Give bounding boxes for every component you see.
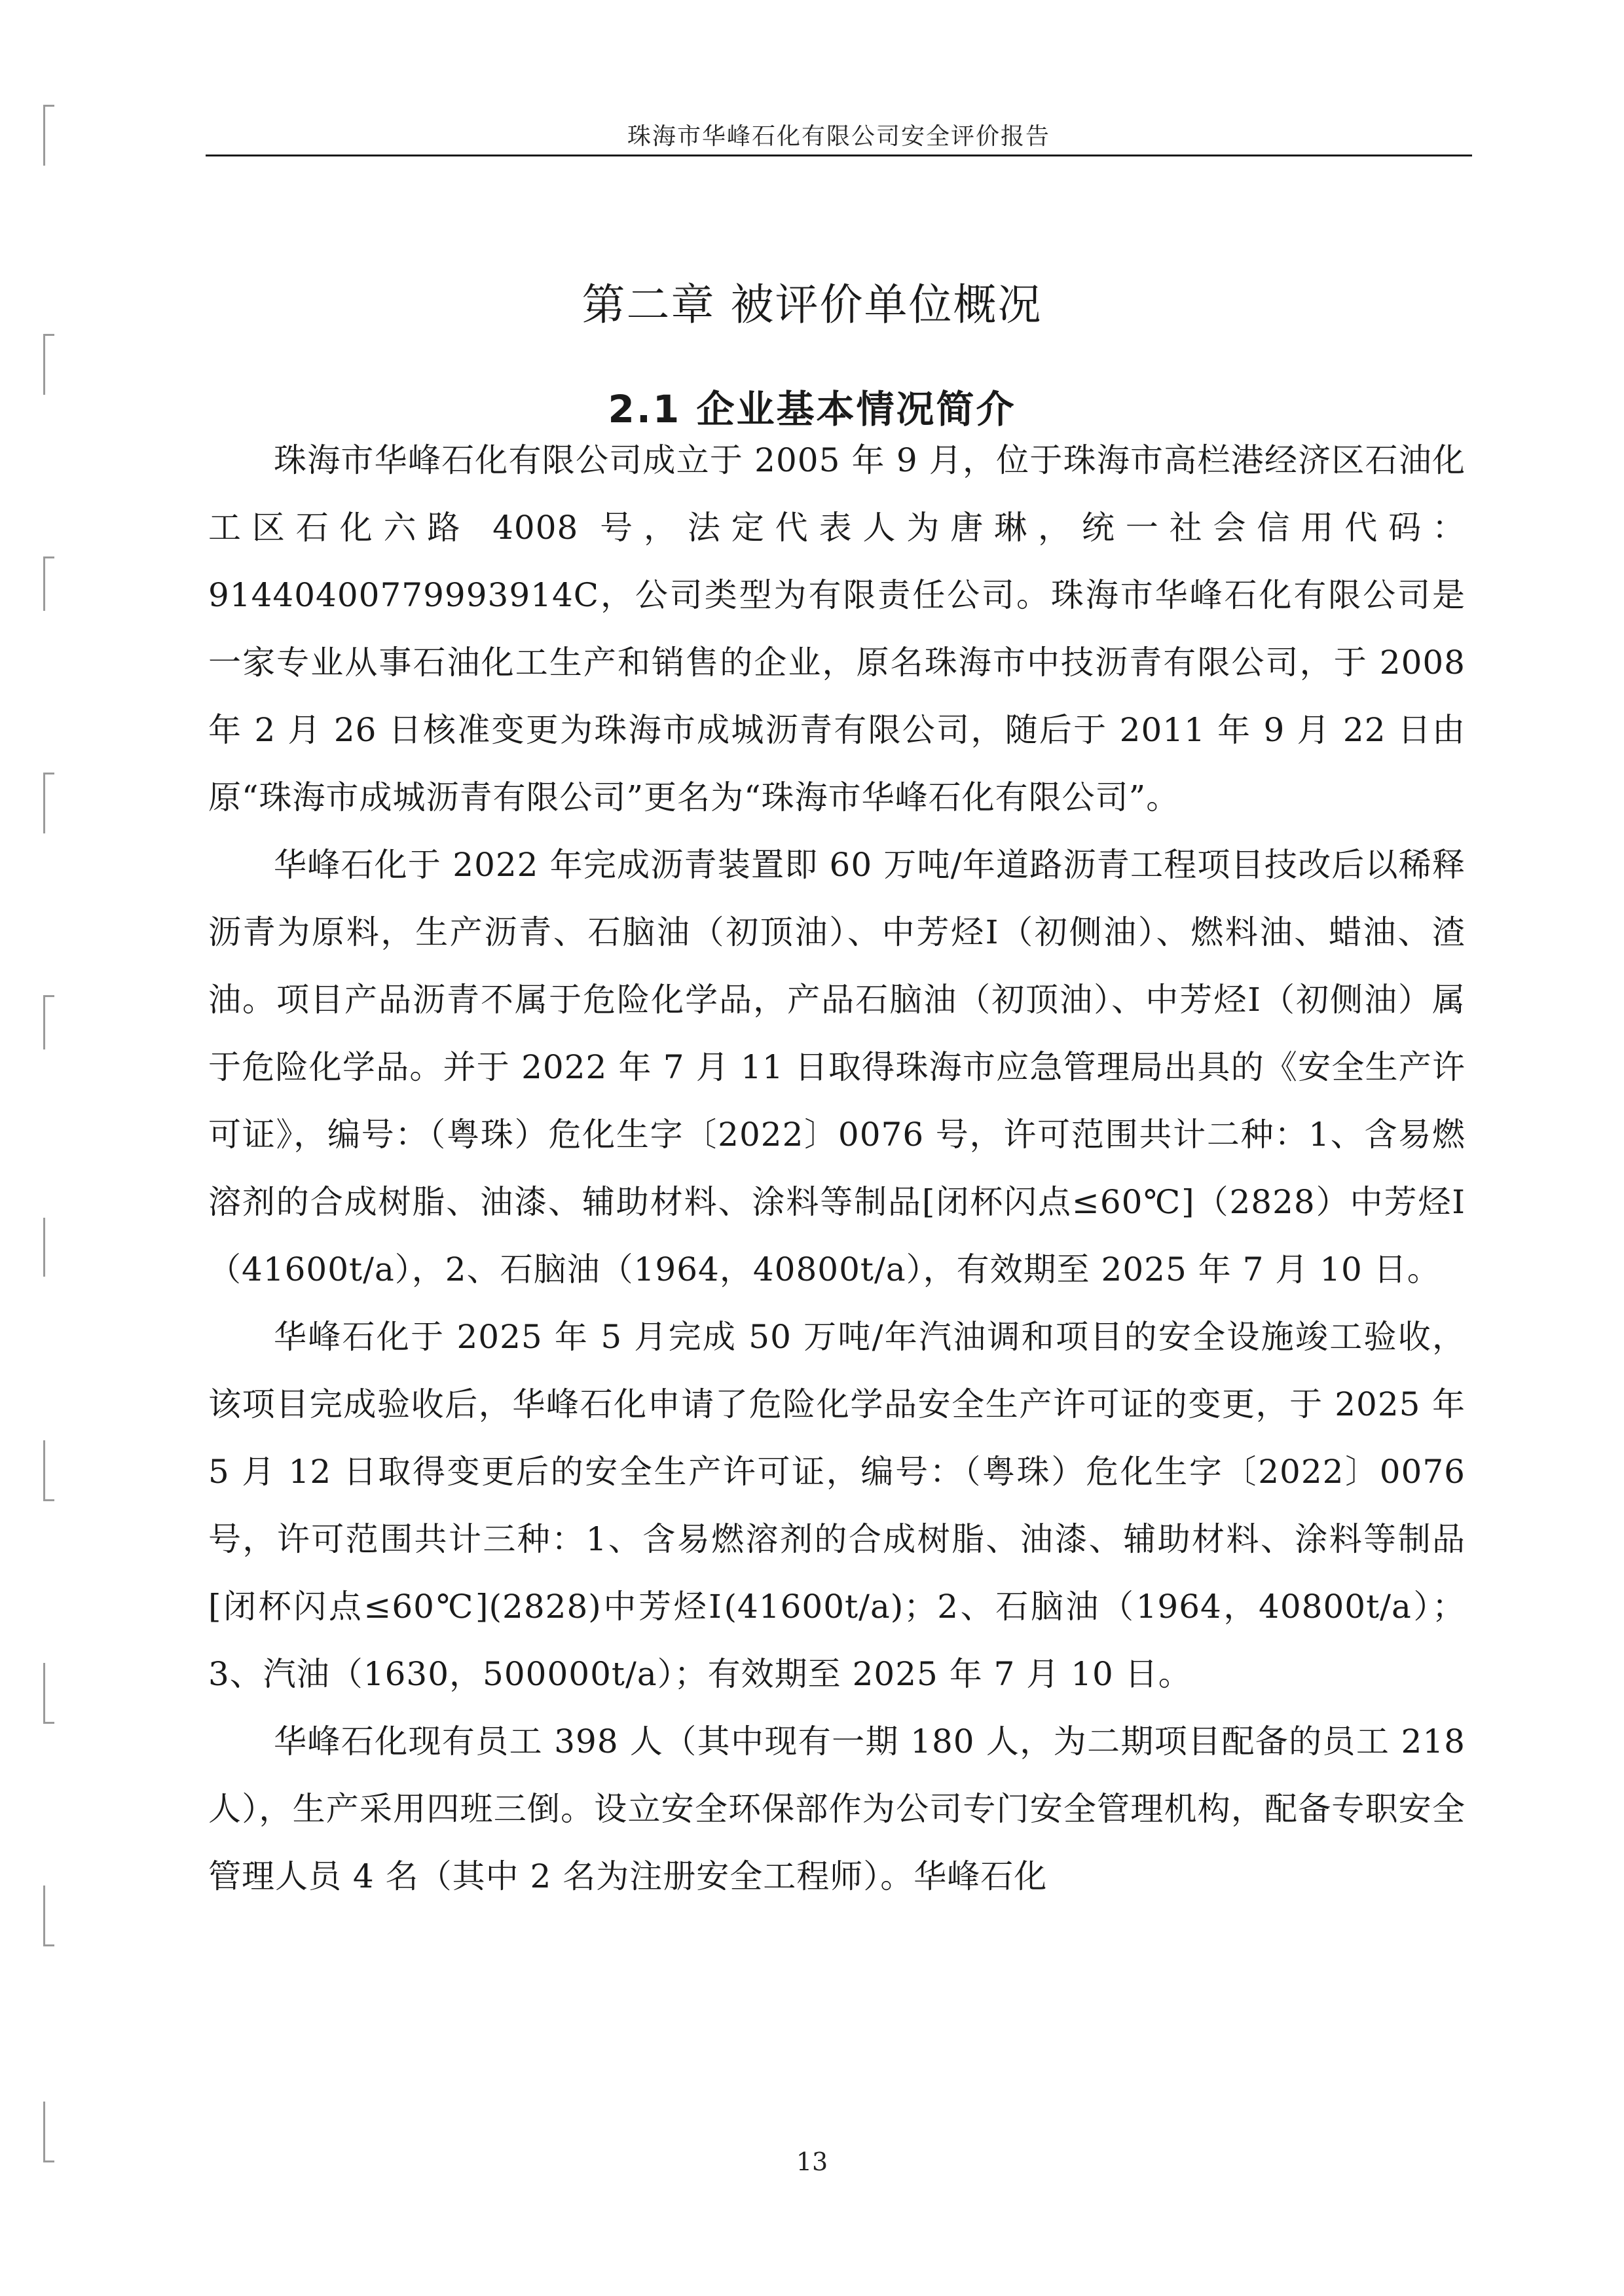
- running-header: 珠海市华峰石化有限公司安全评价报告: [627, 123, 1050, 150]
- binding-mark: [43, 773, 54, 833]
- binding-mark: [43, 556, 54, 611]
- binding-mark: [43, 1663, 54, 1724]
- binding-mark: [43, 1440, 54, 1501]
- paragraph-asphalt-project: 华峰石化于 2022 年完成沥青装置即 60 万吨/年道路沥青工程项目技改后以稀释沥青为原料，生产沥青、石脑油（初顶油）、中芳烃Ⅰ（初侧油）、燃料油、蜡油、渣油。项目产品沥青不属于危险化学品，产品石脑油（初顶油）、中芳烃Ⅰ（初侧油）属于危险化学品。并于 2022 年 7 月 11 日取得珠海市应急管理局出具的《安全生产许可证》，编号：（粤珠）危化生字〔2022〕0076 号，许可范围共计二种：1、含易燃溶剂的合成树脂、油漆、辅助材料、涂料等制品[闭杯闪点≤60℃]（2828）中芳烃Ⅰ（41600t/a），2、石脑油（1964，40800t/a），有效期至 2025 年 7 月 10 日。: [208, 846, 1466, 1288]
- paragraph-gasoline-project: 华峰石化于 2025 年 5 月完成 50 万吨/年汽油调和项目的安全设施竣工验收，该项目完成验收后，华峰石化申请了危险化学品安全生产许可证的变更，于 2025 年 5 月 12 日取得变更后的安全生产许可证，编号：（粤珠）危化生字〔2022〕0076 号，许可范围共计三种：1、含易燃溶剂的合成树脂、油漆、辅助材料、涂料等制品[闭杯闪点≤60℃](2828)中芳烃Ⅰ(41600t/a)；2、石脑油（1964，40800t/a）；3、汽油（1630，500000t/a）；有效期至 2025 年 7 月 10 日。: [208, 1318, 1466, 1693]
- paragraph-staffing: 华峰石化现有员工 398 人（其中现有一期 180 人，为二期项目配备的员工 218 人），生产采用四班三倒。设立安全环保部作为公司专门安全管理机构，配备专职安全管理人员 4 名（其中 2 名为注册安全工程师）。华峰石化: [208, 1722, 1466, 1895]
- section-title: 2.1 企业基本情况简介: [608, 387, 1016, 432]
- chapter-title: 第二章 被评价单位概况: [581, 280, 1043, 331]
- paragraph-company-info: 珠海市华峰石化有限公司成立于 2005 年 9 月，位于珠海市高栏港经济区石油化工区石化六路 4008 号，法定代表人为唐琳，统一社会信用代码：91440400779993914C，公司类型为有限责任公司。珠海市华峰石化有限公司是一家专业从事石油化工生产和销售的企业，原名珠海市中技沥青有限公司，于 2008 年 2 月 26 日核准变更为珠海市成城沥青有限公司，随后于 2011 年 9 月 22 日由原“珠海市成城沥青有限公司”更名为“珠海市华峰石化有限公司”。: [208, 441, 1466, 816]
- binding-mark: [43, 105, 54, 166]
- body-text: [208, 427, 1466, 1910]
- header-rule: [206, 155, 1472, 156]
- binding-mark: [43, 995, 54, 1049]
- binding-mark: [43, 1218, 54, 1277]
- page-number: 13: [796, 2147, 828, 2176]
- binding-mark: [43, 1886, 54, 1946]
